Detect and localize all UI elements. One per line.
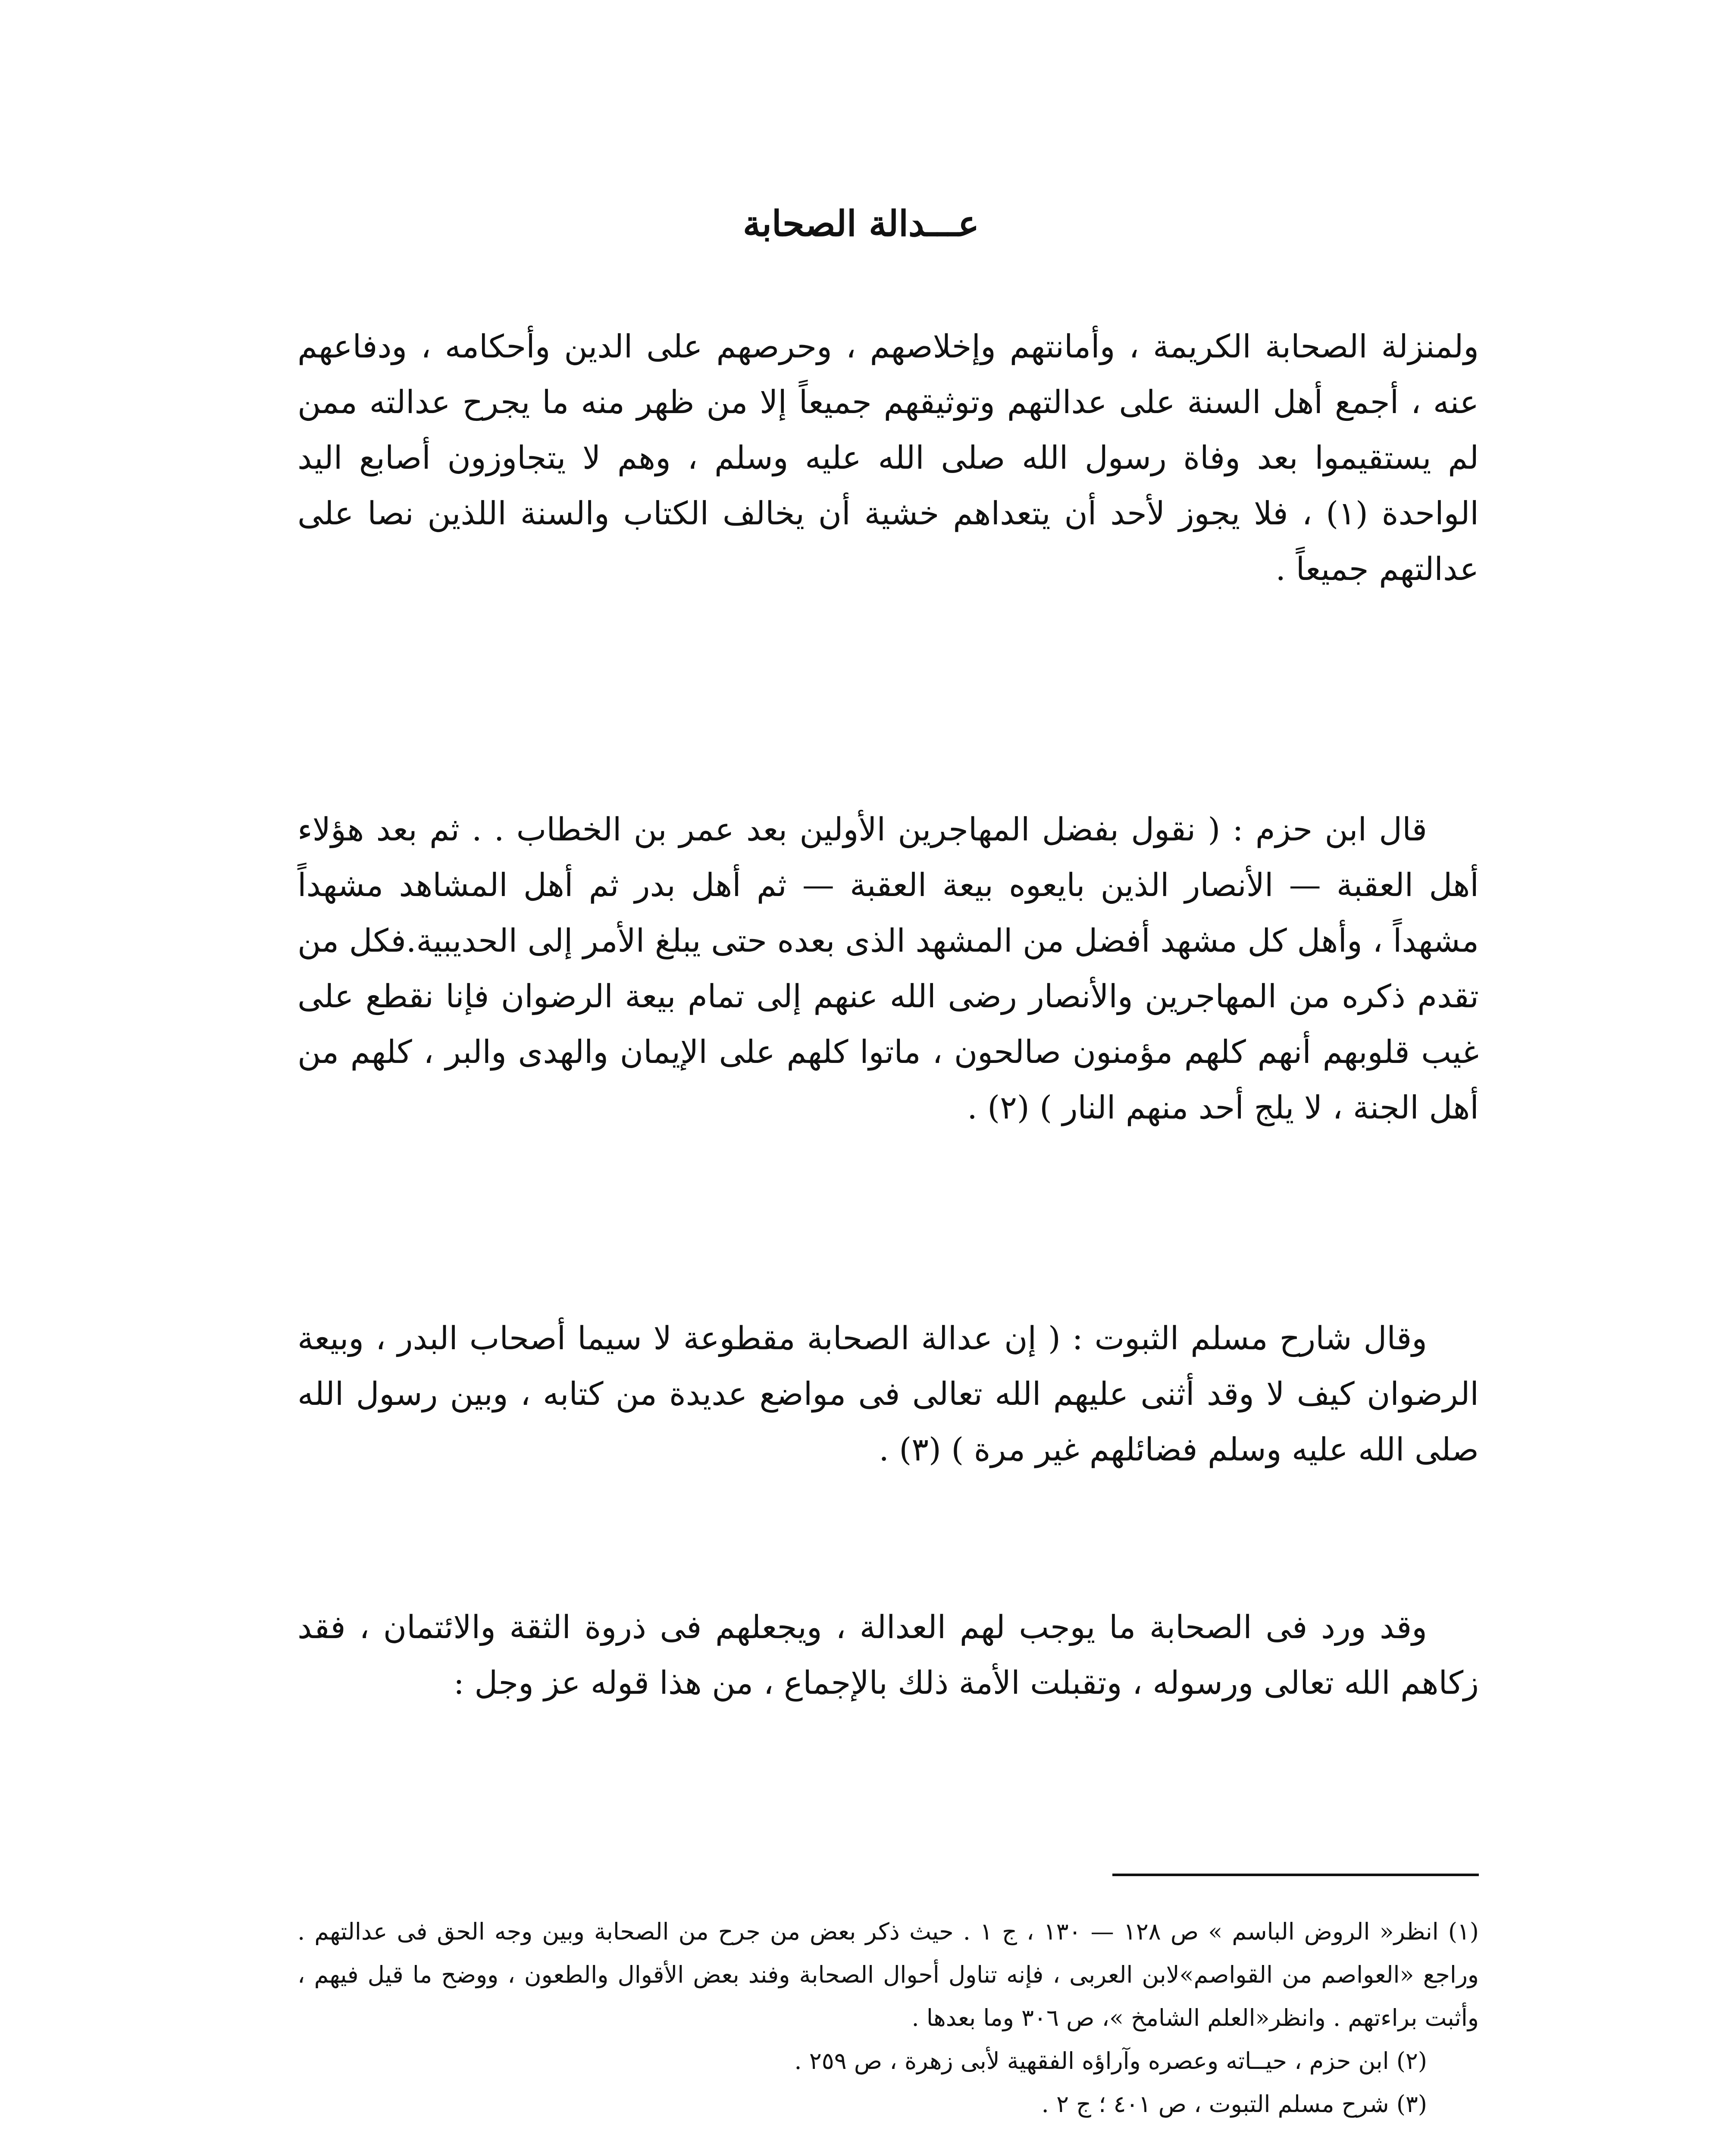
paragraph-text: قال ابن حزم : ( نقول بفضل المهاجرين الأولين بعد عمر بن الخطاب . . ثم بعد هؤلاء أهل العقبة — الأنصار الذين بايعوه بيعة العقبة — ثم أهل بدر ثم أهل المشاهد مشهداً مشهداً ، وأهل كل مشهد أفضل من المشهد الذى بعده حتى يبلغ الأمر إلى الحديبية.فكل من تقدم ذكره من المهاجرين والأنصار رضى الله عنهم إلى تمام بيعة الرضوان فإنا نقطع على غيب قلوبهم أنهم كلهم مؤمنون صالحون ، ماتوا كلهم على الإيمان والهدى والبر ، كلهم من أهل الجنة ، لا يلج أحد منهم النار ) (٢) . [297,811,1479,1126]
paragraph-2 [297,802,1479,1246]
paragraph-3 [297,1311,1479,1535]
paragraph-text: ولمنزلة الصحابة الكريمة ، وأمانتهم وإخلاصهم ، وحرصهم على الدين وأحكامه ، ودفاعهم عنه ، أجمع أهل السنة على عدالتهم وتوثيقهم جميعاً إلا من ظهر منه ما يجرح عدالته ممن لم يستقيموا بعد وفاة رسول الله صلى الله عليه وسلم ، وهم لا يتجاوزون أصابع اليد الواحدة (١) ، فلا يجوز لأحد أن يتعداهم خشية أن يخالف الكتاب والسنة اللذين نصا على عدالتهم جميعاً . [297,328,1479,588]
paragraph-1 [297,319,1479,707]
footnote-divider [1112,1874,1479,1876]
footnotes [297,1910,1479,2126]
paragraph-4 [297,1600,1479,1768]
paragraph-text: وقد ورد فى الصحابة ما يوجب لهم العدالة ، ويجعلهم فى ذروة الثقة والائتمان ، فقد زكاهم الله تعالى ورسوله ، وتقبلت الأمة ذلك بالإجماع ، من هذا قوله عز وجل : [297,1609,1479,1702]
footnote-3: (٣) شرح مسلم التبوت ، ص ٤٠١ ؛ ج ٢ . [1041,2090,1427,2118]
page-title: عـــدالة الصحابة [743,203,979,244]
footnote-1: (١) انظر« الروض الباسم » ص ١٢٨ — ١٣٠ ، ج ١ . حيث ذكر بعض من جرح من الصحابة وبين وجه الحق فى عدالتهم . وراجع «العواصم من القواصم»لابن العربى ، فإنه تناول أحوال الصحابة وفند بعض الأقوال والطعون ، ووضح ما قيل فيهم ، وأثبت براءتهم . وانظر«العلم الشامخ »، ص ٣٠٦ وما بعدها . [297,1918,1479,2031]
paragraph-text: وقال شارح مسلم الثبوت : ( إن عدالة الصحابة مقطوعة لا سيما أصحاب البدر ، وبيعة الرضوان كيف لا وقد أثنى عليهم الله تعالى فى مواضع عديدة من كتابه ، وبين رسول الله صلى الله عليه وسلم فضائلهم غير مرة ) (٣) . [297,1320,1479,1468]
footnote-2: (٢) ابن حزم ، حيــاته وعصره وآراؤه الفقهية لأبى زهرة ، ص ٢٥٩ . [794,2047,1427,2075]
